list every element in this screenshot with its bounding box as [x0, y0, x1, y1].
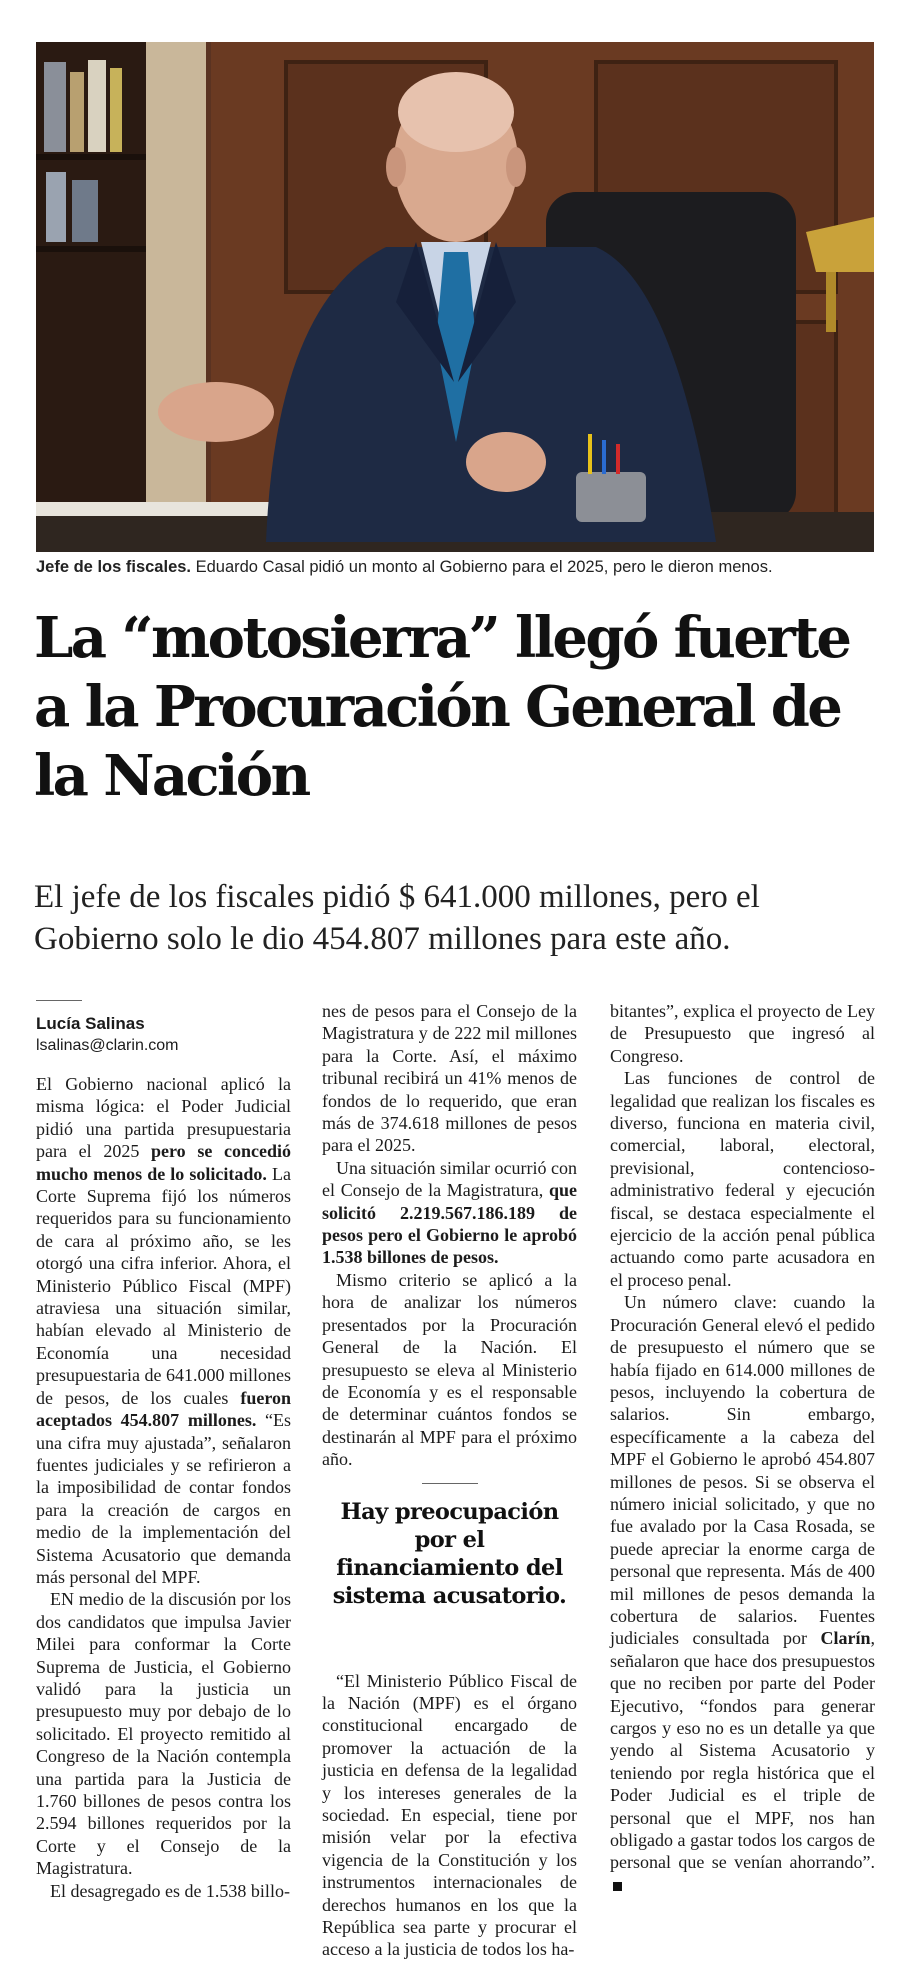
author-name: Lucía Salinas: [36, 1014, 145, 1033]
caption-bold: Jefe de los fiscales.: [36, 558, 192, 576]
pullquote-rule: [422, 1483, 478, 1484]
caption-text: Eduardo Casal pidió un monto al Gobierno para el 2025, pero le dieron menos.: [191, 558, 773, 576]
deck-subtitle: El jefe de los fiscales pidió $ 641.000 millones, pero el Gobierno solo le dio 454.807 millones para este año.: [34, 879, 760, 957]
headline: La “motosierra” llegó fuerte a la Procuración General de la Nación: [34, 605, 850, 809]
end-of-article-mark: [613, 1882, 622, 1891]
paragraph: “El Ministerio Público Fiscal de la Nación (MPF) es el órgano constitucional encargado de promover la actuación de la justicia en defensa de la legalidad y los intereses generales de la sociedad. En especial, tiene por misión velar por la efectiva vigencia de la Constitución y los instrumentos internacionales de derechos humanos en los que la República sea parte y procurar el acceso a la justicia de todos los ha-: [322, 1670, 577, 1960]
photo-illustration: [36, 42, 874, 552]
paragraph: [36, 1073, 291, 1588]
text-run: , señalaron que hace dos presupuestos que no reciben por parte del Poder Ejecutivo, “fondos para generar cargos y eso no es un detalle ya que yendo al Sistema Acusatorio y teniendo por regla histórica que el Poder Judicial es el triple de personal que el MPF, nos han obligado a gastar todos los cargos de personal que se venían ahorrando”.: [610, 1628, 875, 1873]
text-run: Un número clave: cuando la Procuración General elevó el pedido de presupuesto el número que se había fijado en 614.000 millones de pesos, incluyendo la cobertura de salarios. Sin embargo, específicamente a la cabeza del MPF el Gobierno le aprobó 454.807 millones de pesos. Si se observa el número inicial solicitado, y que no fue avalado por la Casa Rosada, se puede apreciar la enorme carga de personal que representa. Más de 400 mil millones de pesos demanda la cobertura de salarios. Fuentes judiciales consultada por: [610, 1292, 875, 1649]
paragraph: El desagregado es de 1.538 billo-: [50, 1880, 290, 1901]
article-column-3: [610, 1000, 875, 1896]
text-run: La Corte Suprema fijó los números requeridos para su funcionamiento de cara al próximo año, se les otorgó una cifra inferior. Ahora, el Ministerio Público Fiscal (MPF) atraviesa una situación similar, habían elevado al Ministerio de Economía una necesidad presupuestaria de 641.000 millones de pesos, de los cuales: [36, 1163, 292, 1408]
paragraph: EN medio de la discusión por los dos candidatos que impulsa Javier Milei para conformar la Corte Suprema de Justicia, el Gobierno validó para la justicia un presupuesto muy por debajo de lo solicitado. El proyecto remitido al Congreso de la Nación contempla una partida para la Justicia de 1.760 billones de pesos contra los 2.594 billones requeridos por la Corte y el Consejo de la Magistratura.: [36, 1589, 291, 1879]
article-column-2: [322, 1000, 577, 1961]
text-run: Una situación similar ocurrió con el Consejo de la Magistratura,: [322, 1157, 577, 1201]
paragraph: Mismo criterio se aplicó a la hora de analizar los números presentados por la Procuración General de la Nación. El presupuesto se eleva al Ministerio de Economía y es el responsable de determinar cuántos fondos se destinarán al MPF para el próximo año.: [322, 1269, 577, 1470]
emphasis-run: que solicitó 2.219.567.186.189 de pesos pero el Gobierno le aprobó 1.538 billones de pesos.: [322, 1180, 577, 1268]
emphasis-run: Clarín: [820, 1628, 871, 1649]
text-run: “Es una cifra muy ajustada”, señalaron fuentes judiciales y se refirieron a la imposibilidad de contar fondos para la creación de cargos en medio de la implementación del Sistema Acusatorio que demanda más personal del MPF.: [36, 1410, 291, 1587]
pull-quote: Hay preocupación por el financiamiento del sistema acusatorio.: [332, 1498, 567, 1609]
paragraph: bitantes”, explica el proyecto de Ley de Presupuesto que ingresó al Congreso.: [610, 1001, 875, 1066]
article-column-1: [36, 1000, 291, 1902]
author-email: lsalinas@clarin.com: [36, 1037, 179, 1054]
paragraph: nes de pesos para el Consejo de la Magistratura y de 222 mil millones para la Corte. Así, el máximo tribunal recibirá un 41% menos de fondos de lo requerido, que eran más de 374.618 millones de pesos para el 2025.: [322, 1001, 577, 1156]
paragraph: [610, 1291, 875, 1896]
byline-rule: [36, 1000, 82, 1001]
paragraph: [322, 1157, 577, 1269]
text-run: El Gobierno nacional aplicó la misma lógica: el Poder Judicial pidió una partida presupuestaria para el 2025: [36, 1074, 291, 1162]
emphasis-run: fueron aceptados 454.807 millones.: [36, 1387, 291, 1431]
photo-caption: [36, 556, 874, 578]
paragraph: Las funciones de control de legalidad que realizan los fiscales es diverso, funciona en materia civil, comercial, laboral, electoral, previsional, contencioso-administrativo federal y ejecución fiscal, se destaca especialmente el ejercicio de la acción penal pública actuando como parte acusadora en el proceso penal.: [610, 1068, 875, 1290]
emphasis-run: pero se concedió mucho menos de lo solicitado.: [36, 1141, 291, 1184]
article-photo: [36, 42, 874, 552]
